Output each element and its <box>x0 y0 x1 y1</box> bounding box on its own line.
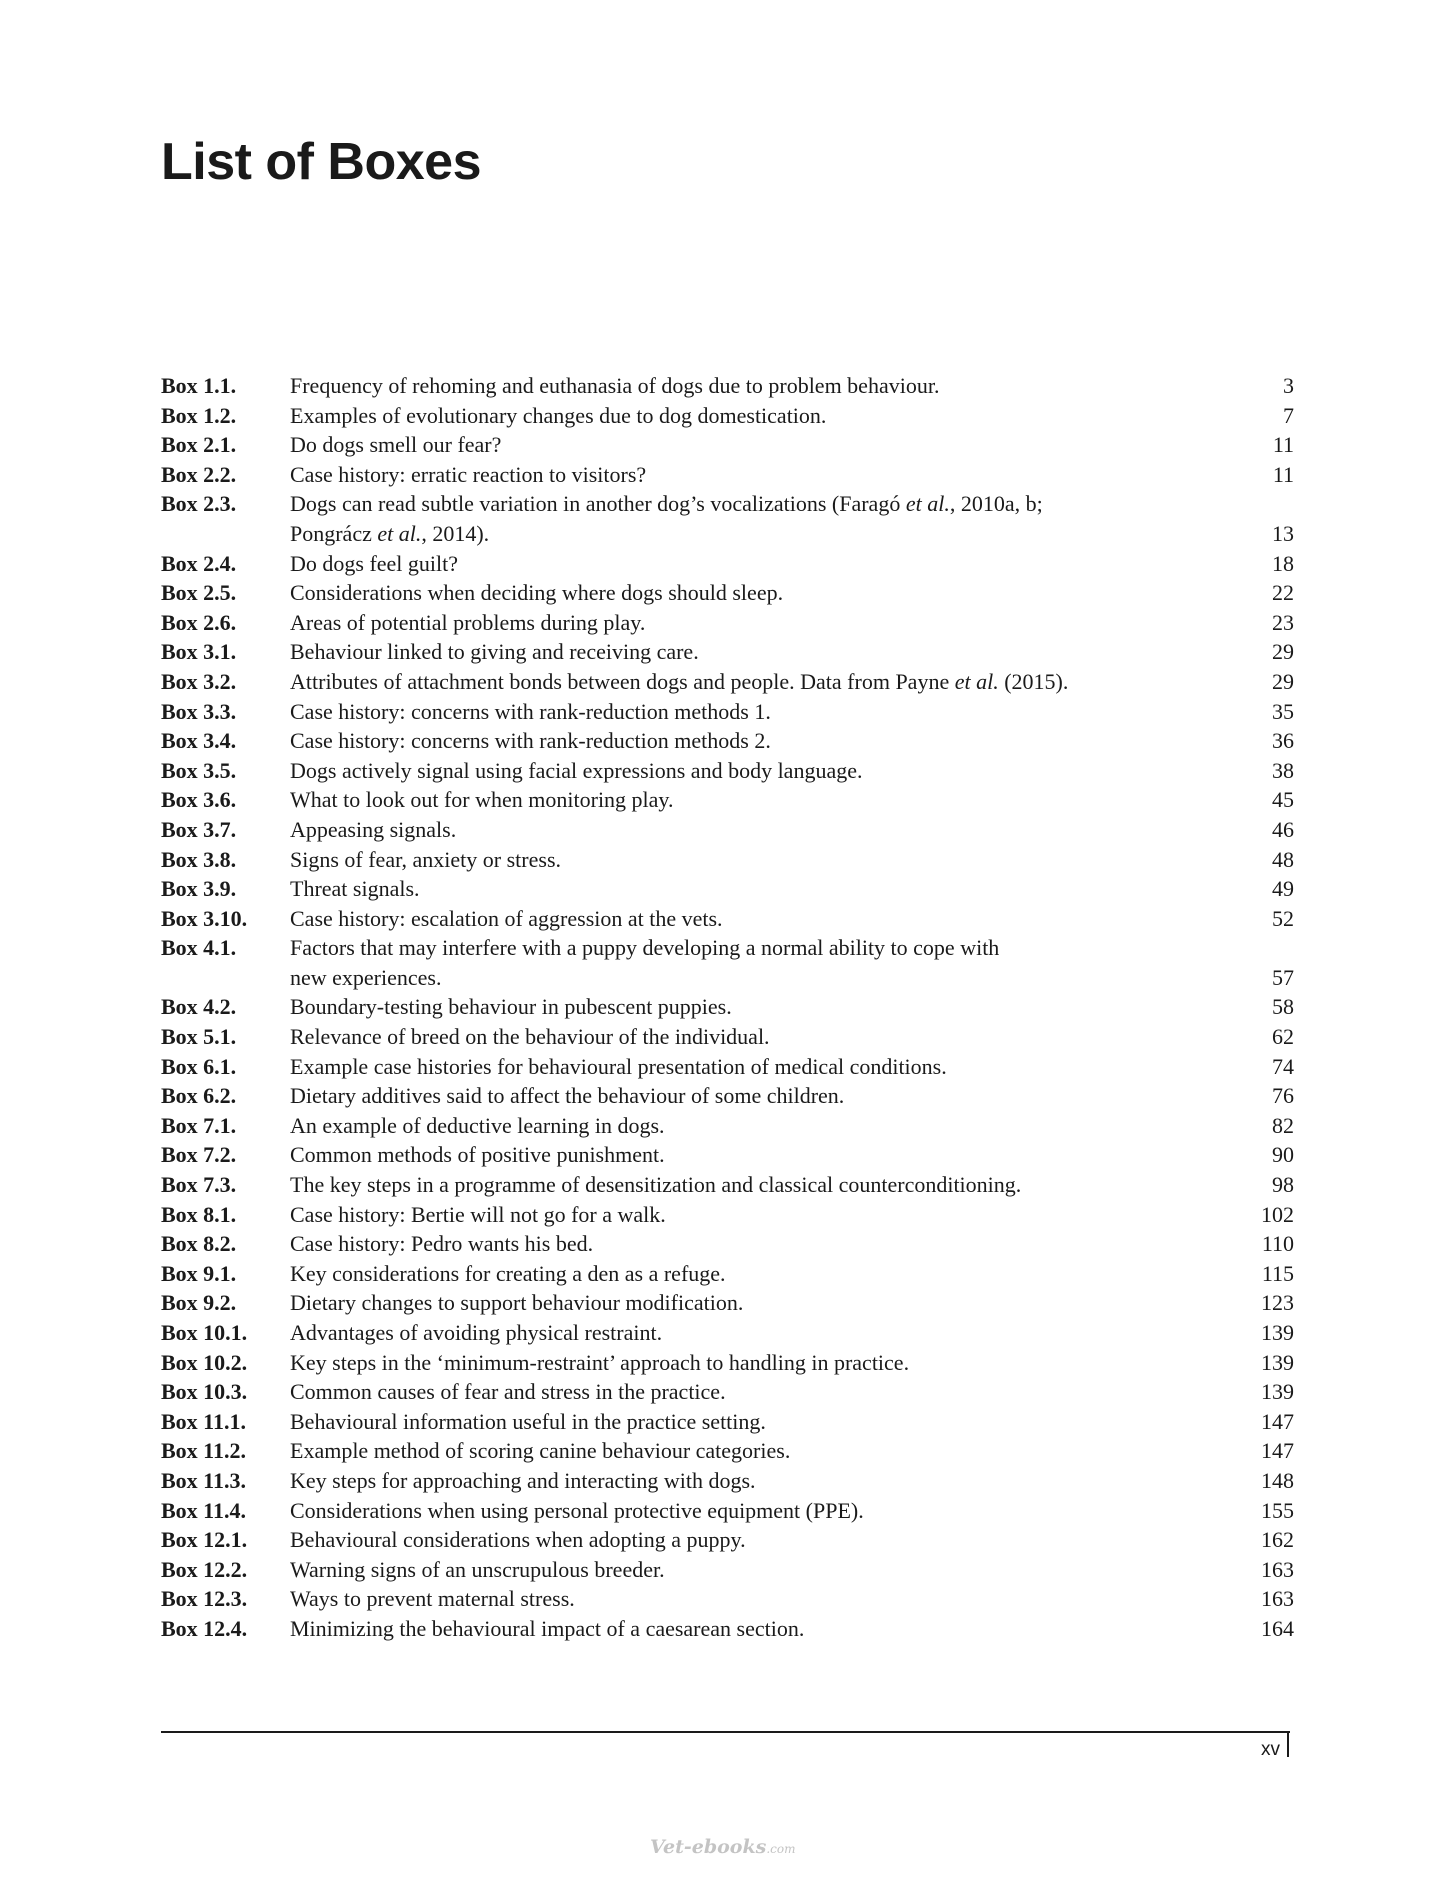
box-number: Box 3.4. <box>161 728 237 754</box>
page-title: List of Boxes <box>161 133 481 191</box>
box-caption <box>290 815 1272 845</box>
box-caption <box>290 1288 1261 1318</box>
box-entry <box>161 726 1294 756</box>
box-number: Box 12.4. <box>161 1615 248 1641</box>
box-caption <box>290 933 1272 992</box>
box-caption <box>290 1614 1261 1644</box>
box-caption-line: Warning signs of an unscrupulous breeder. <box>290 1556 665 1582</box>
box-entry <box>161 1377 1294 1407</box>
box-caption <box>290 1022 1272 1052</box>
box-caption-line: Common methods of positive punishment. <box>290 1142 665 1168</box>
box-number: Box 2.5. <box>161 580 237 606</box>
box-caption-line: Dogs can read subtle variation in another dog’s vocalizations (Faragó et al., 2010a, b; <box>290 491 1043 517</box>
box-caption-line: Do dogs feel guilt? <box>290 550 459 576</box>
box-caption <box>290 549 1272 579</box>
box-number: Box 12.2. <box>161 1556 248 1582</box>
box-entry <box>161 1584 1294 1614</box>
footer-rule <box>161 1731 1290 1733</box>
box-page-number: 48 <box>1272 846 1294 872</box>
box-number: Box 10.3. <box>161 1379 248 1405</box>
box-caption <box>290 1111 1272 1141</box>
box-entry <box>161 1288 1294 1318</box>
box-entry <box>161 1200 1294 1230</box>
box-entry <box>161 608 1294 638</box>
box-entry <box>161 667 1294 697</box>
box-caption-line: Example case histories for behavioural presentation of medical conditions. <box>290 1053 947 1079</box>
box-caption-line: What to look out for when monitoring play. <box>290 787 674 813</box>
box-caption-line: Attributes of attachment bonds between dogs and people. Data from Payne et al. (2015). <box>290 668 1069 694</box>
box-caption <box>290 1348 1261 1378</box>
box-entry <box>161 1229 1294 1259</box>
box-page-number: 147 <box>1261 1408 1294 1434</box>
box-caption-line: Behaviour linked to giving and receiving care. <box>290 639 699 665</box>
box-entry <box>161 1111 1294 1141</box>
box-entry <box>161 1052 1294 1082</box>
box-entry <box>161 815 1294 845</box>
box-number: Box 4.1. <box>161 935 237 961</box>
box-caption <box>290 430 1273 460</box>
box-caption-line: new experiences. <box>290 964 442 990</box>
box-page-number: 164 <box>1261 1615 1294 1641</box>
box-caption <box>290 697 1272 727</box>
box-number: Box 3.3. <box>161 698 237 724</box>
box-number: Box 7.1. <box>161 1112 237 1138</box>
box-caption <box>290 371 1283 401</box>
box-number: Box 1.1. <box>161 373 237 398</box>
box-page-number: 90 <box>1272 1142 1294 1168</box>
box-number: Box 11.1. <box>161 1408 246 1434</box>
page-number: xv <box>1261 1739 1280 1760</box>
box-caption-line: Examples of evolutionary changes due to dog domestication. <box>290 402 827 428</box>
box-number: Box 3.10. <box>161 905 248 931</box>
box-entry <box>161 904 1294 934</box>
box-entry <box>161 430 1294 460</box>
box-caption <box>290 1525 1261 1555</box>
box-caption-line: Do dogs smell our fear? <box>290 432 502 458</box>
box-caption-line: Appeasing signals. <box>290 816 457 842</box>
box-page-number: 35 <box>1272 698 1294 724</box>
box-page-number: 11 <box>1272 432 1294 458</box>
box-number: Box 9.2. <box>161 1290 237 1316</box>
box-caption-line: Threat signals. <box>290 876 420 902</box>
box-page-number: 62 <box>1272 1024 1294 1050</box>
box-caption-line: The key steps in a programme of desensitization and classical counterconditioning. <box>290 1172 1022 1198</box>
box-caption <box>290 1377 1261 1407</box>
box-page-number: 7 <box>1283 402 1294 428</box>
box-caption <box>290 874 1272 904</box>
box-caption-line: Minimizing the behavioural impact of a caesarean section. <box>290 1615 805 1641</box>
box-page-number: 82 <box>1272 1112 1294 1138</box>
box-caption-line: Dogs actively signal using facial expressions and body language. <box>290 757 863 783</box>
box-entry <box>161 401 1294 431</box>
box-page-number: 74 <box>1272 1053 1294 1079</box>
box-page-number: 38 <box>1272 757 1294 783</box>
box-page-number: 58 <box>1272 994 1294 1020</box>
box-caption-line: Case history: Pedro wants his bed. <box>290 1231 594 1257</box>
box-caption-line: Case history: concerns with rank-reduction methods 1. <box>290 698 771 724</box>
box-number: Box 10.1. <box>161 1320 248 1345</box>
box-caption <box>290 726 1272 756</box>
box-entry <box>161 1466 1294 1496</box>
box-page-number: 49 <box>1272 876 1294 902</box>
box-caption-line: Case history: erratic reaction to visitors? <box>290 461 647 487</box>
box-caption <box>290 756 1272 786</box>
box-number: Box 6.1. <box>161 1053 237 1079</box>
box-caption-line: Behavioural considerations when adopting a puppy. <box>290 1527 746 1553</box>
box-page-number: 3 <box>1283 373 1294 398</box>
box-caption-line: Key steps for approaching and interacting with dogs. <box>290 1467 756 1493</box>
box-page-number: 123 <box>1261 1290 1294 1316</box>
box-number: Box 5.1. <box>161 1024 237 1050</box>
box-page-number: 163 <box>1261 1556 1294 1582</box>
box-page-number: 29 <box>1272 639 1294 665</box>
box-caption-line: An example of deductive learning in dogs. <box>290 1112 665 1138</box>
footer-rule-tick <box>1287 1731 1289 1757</box>
box-entry <box>161 1140 1294 1170</box>
box-entry <box>161 1348 1294 1378</box>
box-caption-line: Frequency of rehoming and euthanasia of dogs due to problem behaviour. <box>290 373 940 398</box>
box-entry <box>161 371 1294 401</box>
box-entry <box>161 1022 1294 1052</box>
box-page-number: 155 <box>1261 1497 1294 1523</box>
box-page-number: 102 <box>1261 1201 1294 1227</box>
box-page-number: 57 <box>1272 964 1294 990</box>
box-page-number: 98 <box>1272 1172 1294 1198</box>
box-caption <box>290 578 1272 608</box>
box-caption <box>290 1555 1261 1585</box>
box-number: Box 3.2. <box>161 668 237 694</box>
box-caption-line: Factors that may interfere with a puppy developing a normal ability to cope with <box>290 935 1000 961</box>
box-caption <box>290 667 1272 697</box>
box-entry <box>161 992 1294 1022</box>
box-entry <box>161 845 1294 875</box>
box-number: Box 11.3. <box>161 1467 246 1493</box>
box-caption <box>290 1436 1261 1466</box>
box-entry <box>161 1407 1294 1437</box>
box-caption-line: Areas of potential problems during play. <box>290 609 646 635</box>
box-page-number: 162 <box>1261 1527 1294 1553</box>
box-caption <box>290 1140 1272 1170</box>
box-page-number: 76 <box>1272 1083 1294 1109</box>
box-number: Box 6.2. <box>161 1083 237 1109</box>
box-page-number: 147 <box>1261 1438 1294 1464</box>
box-list <box>161 371 1294 1644</box>
box-entry <box>161 785 1294 815</box>
box-number: Box 11.2. <box>161 1438 246 1464</box>
box-entry <box>161 1081 1294 1111</box>
box-page-number: 11 <box>1272 461 1294 487</box>
box-caption <box>290 1584 1261 1614</box>
box-number: Box 2.1. <box>161 432 237 458</box>
box-number: Box 3.6. <box>161 787 237 813</box>
box-caption-line: Case history: concerns with rank-reduction methods 2. <box>290 728 771 754</box>
box-number: Box 3.9. <box>161 876 237 902</box>
box-page-number: 163 <box>1261 1586 1294 1612</box>
box-entry <box>161 1436 1294 1466</box>
box-page-number: 13 <box>1272 520 1294 546</box>
box-caption <box>290 1170 1272 1200</box>
box-caption <box>290 904 1272 934</box>
box-entry <box>161 1496 1294 1526</box>
box-page-number: 22 <box>1272 580 1294 606</box>
box-caption <box>290 785 1272 815</box>
box-number: Box 2.3. <box>161 491 237 517</box>
box-caption-line: Dietary changes to support behaviour modification. <box>290 1290 744 1316</box>
box-number: Box 8.1. <box>161 1201 237 1227</box>
watermark-suffix: .com <box>766 1842 796 1856</box>
box-entry <box>161 756 1294 786</box>
box-caption <box>290 845 1272 875</box>
box-entry <box>161 637 1294 667</box>
box-caption-line: Key considerations for creating a den as a refuge. <box>290 1260 726 1286</box>
box-page-number: 139 <box>1261 1349 1294 1375</box>
box-page-number: 52 <box>1272 905 1294 931</box>
box-entry <box>161 1525 1294 1555</box>
box-entry <box>161 1259 1294 1289</box>
box-page-number: 139 <box>1261 1379 1294 1405</box>
box-caption <box>290 1229 1262 1259</box>
box-number: Box 8.2. <box>161 1231 237 1257</box>
box-page-number: 46 <box>1272 816 1294 842</box>
box-page-number: 139 <box>1261 1320 1294 1345</box>
box-entry <box>161 1614 1294 1644</box>
watermark-logo <box>650 1836 795 1858</box>
box-caption <box>290 460 1273 490</box>
box-caption <box>290 1200 1261 1230</box>
box-number: Box 3.8. <box>161 846 237 872</box>
watermark-text: Vet-ebooks <box>650 1836 767 1858</box>
box-caption <box>290 1052 1272 1082</box>
box-caption <box>290 1318 1261 1348</box>
box-caption <box>290 1407 1261 1437</box>
box-number: Box 10.2. <box>161 1349 248 1375</box>
box-page-number: 45 <box>1272 787 1294 813</box>
box-page-number: 36 <box>1272 728 1294 754</box>
box-entry <box>161 1170 1294 1200</box>
box-page-number: 18 <box>1272 550 1294 576</box>
box-caption <box>290 1259 1262 1289</box>
box-number: Box 3.1. <box>161 639 237 665</box>
box-number: Box 12.1. <box>161 1527 248 1553</box>
box-caption-line: Key steps in the ‘minimum-restraint’ approach to handling in practice. <box>290 1349 910 1375</box>
box-caption <box>290 1466 1261 1496</box>
box-page-number: 115 <box>1261 1260 1294 1286</box>
box-caption-line: Example method of scoring canine behaviour categories. <box>290 1438 791 1464</box>
box-entry <box>161 874 1294 904</box>
box-caption <box>290 1496 1261 1526</box>
box-caption <box>290 992 1272 1022</box>
box-caption <box>290 489 1272 548</box>
box-entry <box>161 460 1294 490</box>
box-caption <box>290 608 1272 638</box>
box-number: Box 2.2. <box>161 461 237 487</box>
box-caption-line: Considerations when deciding where dogs should sleep. <box>290 580 784 606</box>
box-number: Box 9.1. <box>161 1260 237 1286</box>
box-number: Box 2.4. <box>161 550 237 576</box>
box-caption <box>290 1081 1272 1111</box>
box-number: Box 11.4. <box>161 1497 246 1523</box>
box-caption-line: Pongrácz et al., 2014). <box>290 520 490 546</box>
box-entry <box>161 697 1294 727</box>
box-page-number: 23 <box>1272 609 1294 635</box>
box-caption-line: Common causes of fear and stress in the practice. <box>290 1379 726 1405</box>
box-number: Box 3.7. <box>161 816 237 842</box>
box-caption-line: Case history: Bertie will not go for a walk. <box>290 1201 666 1227</box>
box-caption-line: Considerations when using personal protective equipment (PPE). <box>290 1497 864 1523</box>
box-entry <box>161 489 1294 548</box>
box-caption-line: Signs of fear, anxiety or stress. <box>290 846 562 872</box>
box-number: Box 4.2. <box>161 994 237 1020</box>
box-caption-line: Relevance of breed on the behaviour of the individual. <box>290 1024 770 1050</box>
box-caption-line: Behavioural information useful in the practice setting. <box>290 1408 766 1434</box>
box-entry <box>161 1318 1294 1348</box>
box-number: Box 1.2. <box>161 402 237 428</box>
box-entry <box>161 933 1294 992</box>
box-number: Box 7.3. <box>161 1172 237 1198</box>
box-caption-line: Case history: escalation of aggression at the vets. <box>290 905 723 931</box>
box-caption-line: Boundary-testing behaviour in pubescent puppies. <box>290 994 732 1020</box>
box-number: Box 2.6. <box>161 609 237 635</box>
box-number: Box 12.3. <box>161 1586 248 1612</box>
box-number: Box 7.2. <box>161 1142 237 1168</box>
box-number: Box 3.5. <box>161 757 237 783</box>
box-caption <box>290 637 1272 667</box>
box-entry <box>161 578 1294 608</box>
box-caption-line: Ways to prevent maternal stress. <box>290 1586 575 1612</box>
box-caption-line: Advantages of avoiding physical restraint. <box>290 1320 663 1345</box>
box-caption <box>290 401 1283 431</box>
box-caption-line: Dietary additives said to affect the behaviour of some children. <box>290 1083 845 1109</box>
box-page-number: 148 <box>1261 1467 1294 1493</box>
box-entry <box>161 549 1294 579</box>
box-page-number: 29 <box>1272 668 1294 694</box>
box-entry <box>161 1555 1294 1585</box>
box-page-number: 110 <box>1261 1231 1294 1257</box>
